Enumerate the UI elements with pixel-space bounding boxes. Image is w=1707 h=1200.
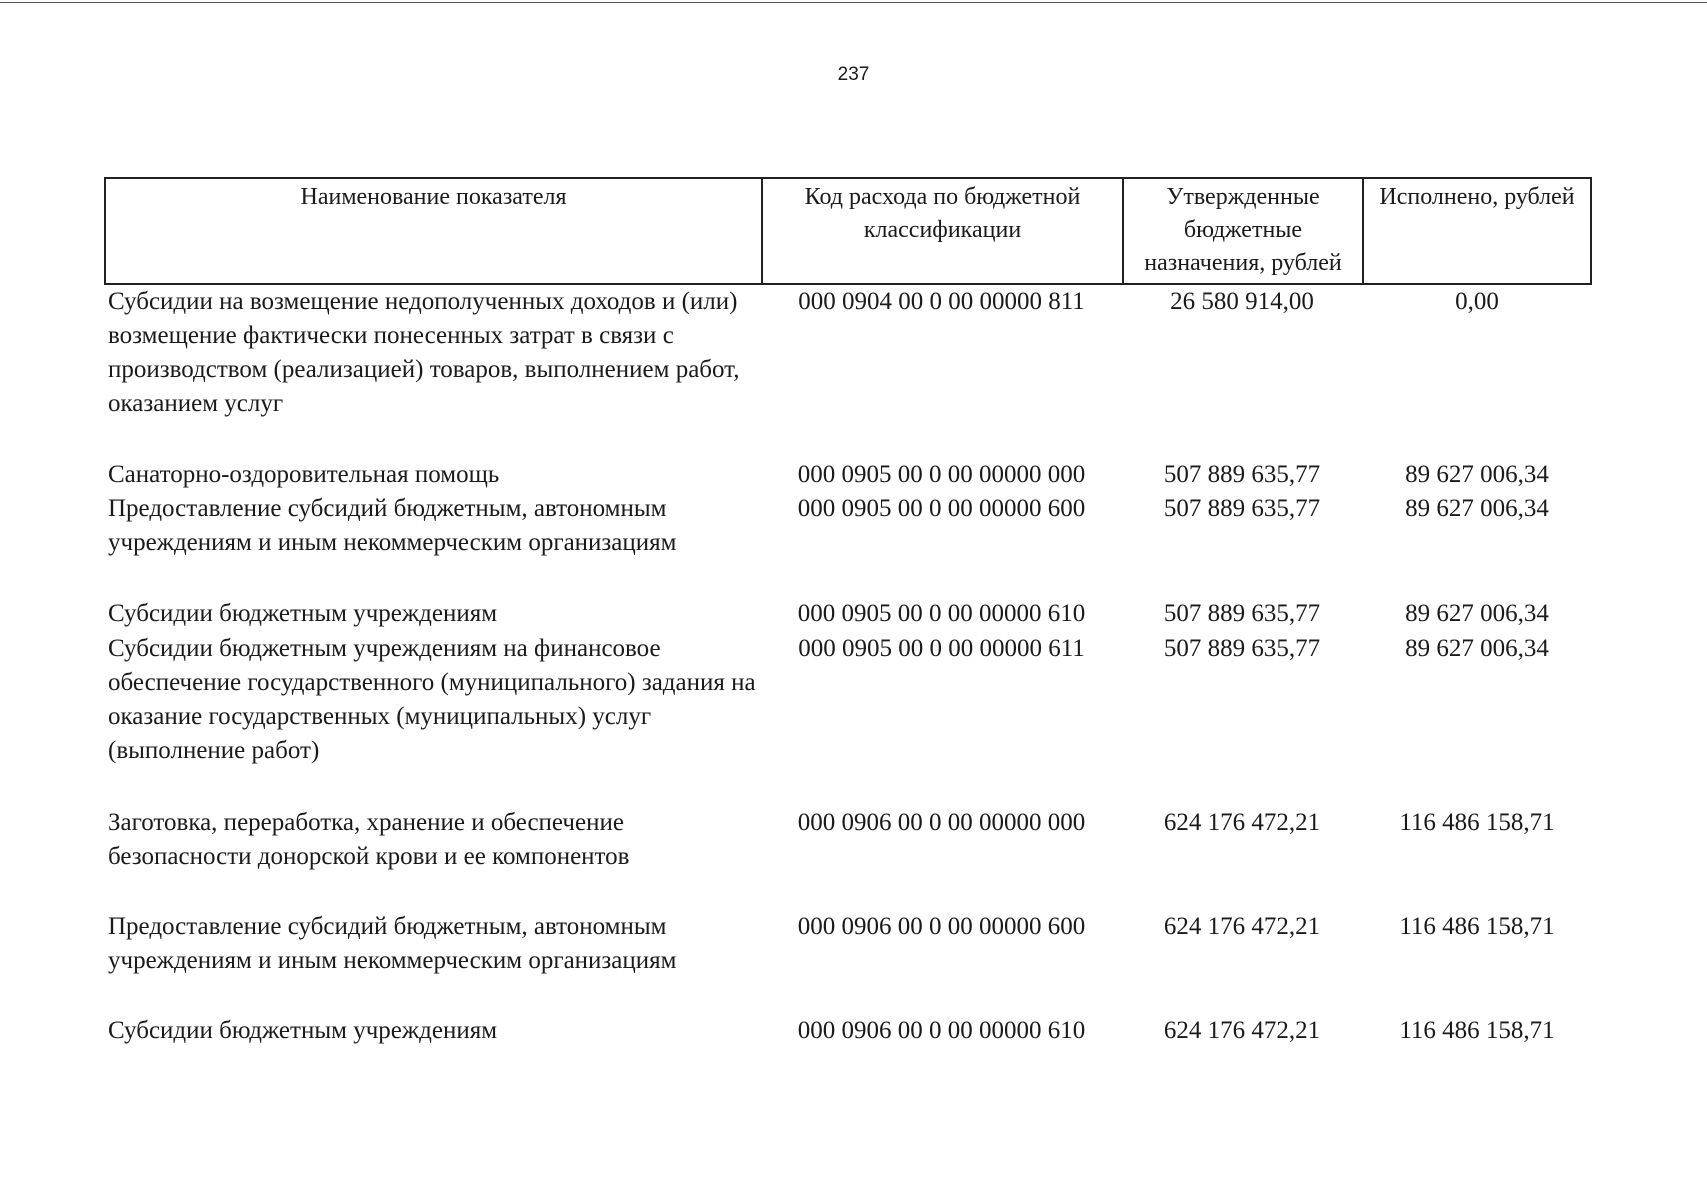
row-code: 000 0905 00 0 00 00000 610 — [797, 600, 1086, 627]
row-executed: 0,00 — [1455, 288, 1499, 315]
table-row — [104, 910, 1592, 1014]
header-code: Код расхода по бюджетной классификации — [763, 179, 1124, 283]
table-row — [104, 1014, 1592, 1054]
row-approved: 624 176 472,21 — [1163, 1017, 1321, 1044]
table-row — [104, 285, 1592, 458]
row-executed: 89 627 006,34 — [1405, 600, 1549, 627]
header-approved: Утвержденные бюджетные назначения, рублей — [1124, 179, 1364, 283]
header-name: Наименование показателя — [106, 179, 763, 283]
row-executed: 89 627 006,34 — [1405, 495, 1549, 522]
row-approved: 507 889 635,77 — [1163, 461, 1321, 488]
row-name: Санаторно-оздоровительная помощь — [108, 461, 500, 488]
table-row — [104, 458, 1592, 492]
budget-table — [104, 177, 1592, 1054]
row-code: 000 0904 00 0 00 00000 811 — [798, 288, 1085, 315]
row-approved: 26 580 914,00 — [1170, 288, 1314, 315]
table-header — [104, 177, 1592, 285]
row-name: Предоставление субсидий бюджетным, автономным учреждениям и иным некоммерческим организациям — [108, 495, 677, 556]
row-name: Субсидии бюджетным учреждениям — [108, 600, 498, 627]
row-approved: 624 176 472,21 — [1163, 809, 1321, 836]
row-code: 000 0905 00 0 00 00000 000 — [797, 461, 1086, 488]
row-code: 000 0906 00 0 00 00000 000 — [797, 809, 1086, 836]
table-body — [104, 285, 1592, 1054]
row-name: Заготовка, переработка, хранение и обеспечение безопасности донорской крови и ее компонентов — [108, 809, 630, 870]
row-name: Предоставление субсидий бюджетным, автономным учреждениям и иным некоммерческим организациям — [108, 913, 677, 974]
header-executed: Исполнено, рублей — [1379, 184, 1575, 210]
row-executed: 116 486 158,71 — [1399, 809, 1555, 836]
row-name: Субсидии бюджетным учреждениям — [108, 1017, 498, 1044]
table-row — [104, 597, 1592, 632]
row-name: Субсидии на возмещение недополученных доходов и (или) возмещение фактически понесенных затрат в связи с производством (реализацией) товаров, выполнением работ, оказанием услуг — [108, 288, 740, 417]
row-code: 000 0906 00 0 00 00000 610 — [797, 1017, 1086, 1044]
page-number: 237 — [837, 64, 870, 85]
table-row — [104, 632, 1592, 806]
row-executed: 89 627 006,34 — [1405, 461, 1549, 488]
row-code: 000 0905 00 0 00 00000 611 — [798, 635, 1085, 662]
row-code: 000 0906 00 0 00 00000 600 — [797, 913, 1086, 940]
row-executed: 116 486 158,71 — [1399, 913, 1555, 940]
row-executed: 89 627 006,34 — [1405, 635, 1549, 662]
row-executed: 116 486 158,71 — [1399, 1017, 1555, 1044]
row-approved: 507 889 635,77 — [1163, 600, 1321, 627]
row-code: 000 0905 00 0 00 00000 600 — [797, 495, 1086, 522]
table-row — [104, 806, 1592, 910]
row-approved: 507 889 635,77 — [1163, 495, 1321, 522]
table-row — [104, 492, 1592, 597]
row-approved: 624 176 472,21 — [1163, 913, 1321, 940]
row-approved: 507 889 635,77 — [1163, 635, 1321, 662]
top-rule — [0, 2, 1707, 3]
row-name: Субсидии бюджетным учреждениям на финансовое обеспечение государственного (муниципального) задания на оказание государственных (муниципальных) услуг (выполнение работ) — [108, 635, 756, 764]
